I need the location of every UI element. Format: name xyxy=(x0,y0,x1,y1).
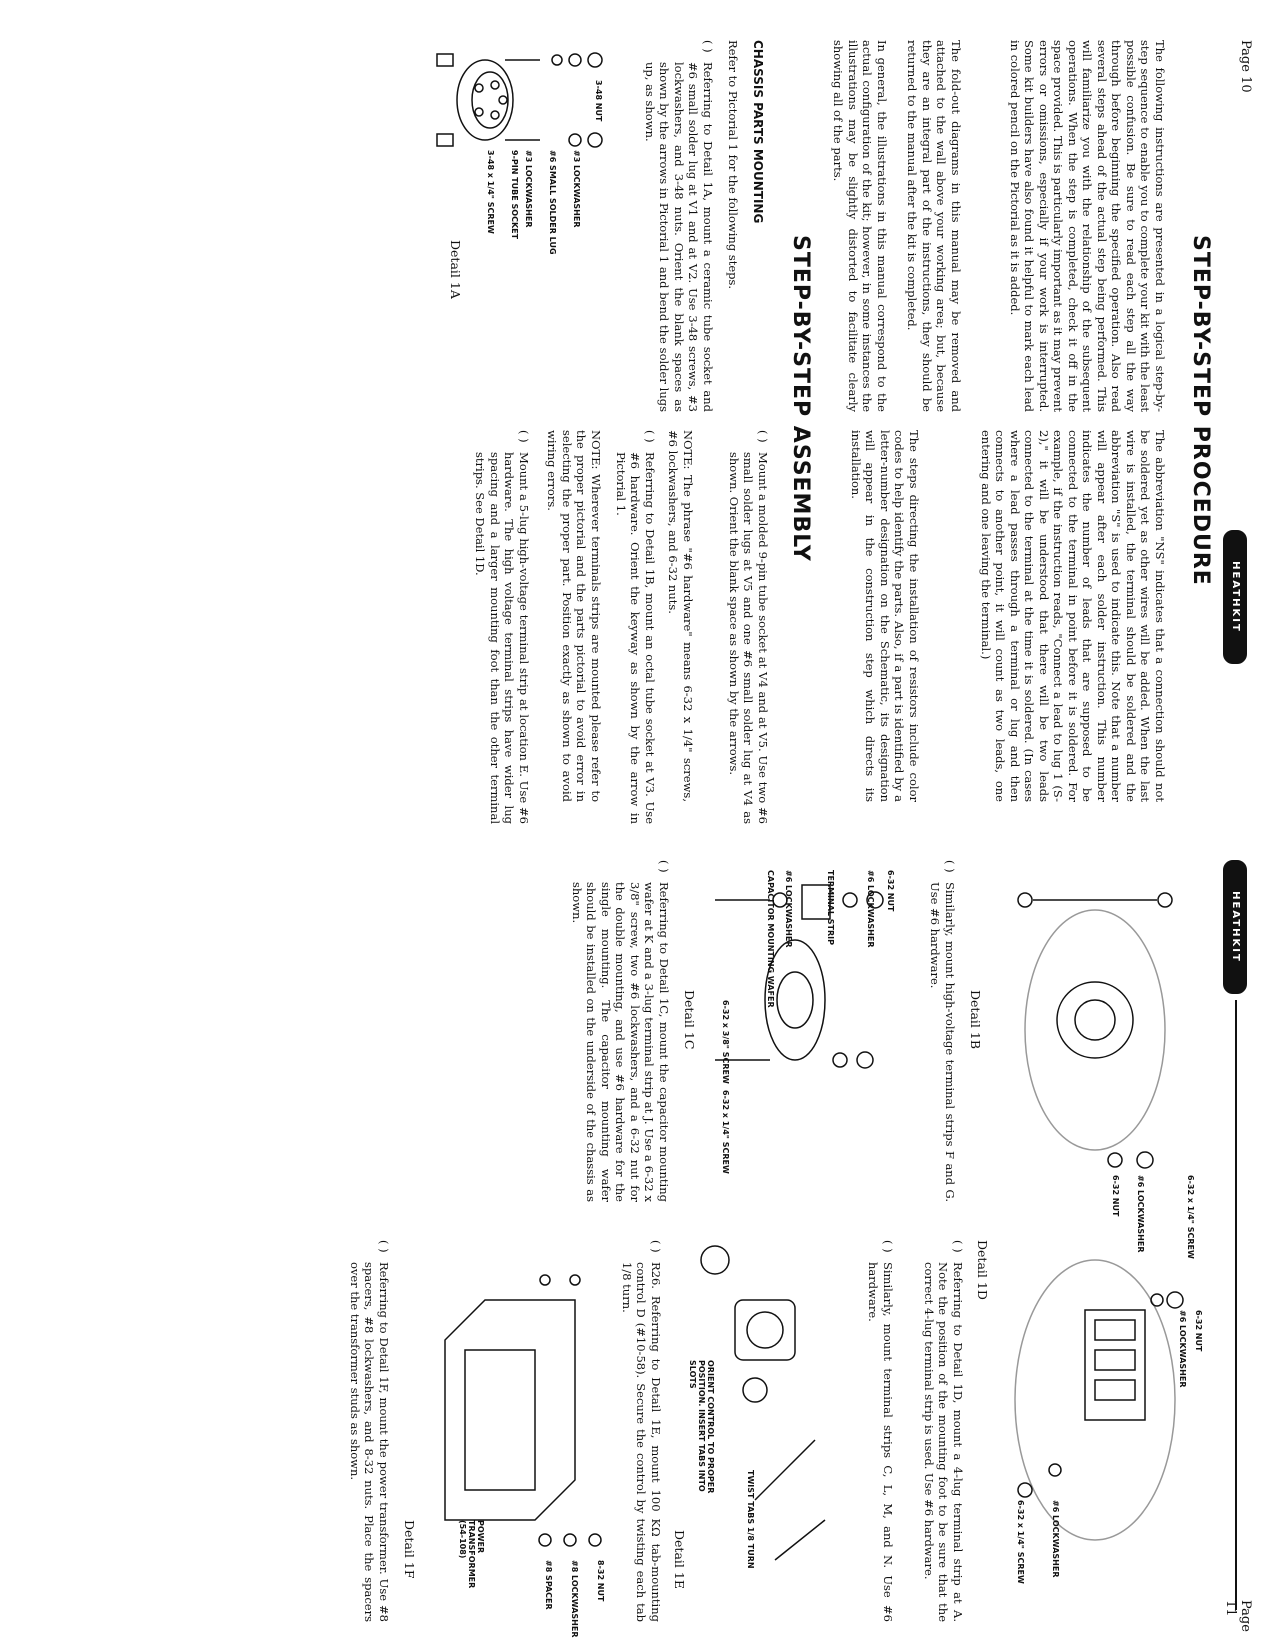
step-text: Referring to Detail 1C, mount the capacitor mounting wafer at K and a 3-lug terminal strip at J. Use a 6-32 x 3/8" screw, two #6 lockwashers, and a 6-32 nut for the double mounting, and use #6 hardware for the single mounting. The capacitor mounting wafer should be installed on the underside of the chassis as shown. xyxy=(570,882,671,1202)
label-9-pin-socket: 9-PIN TUBE SOCKET xyxy=(510,150,519,240)
label-1b-screw: 6-32 x 1/4" SCREW xyxy=(1186,1175,1195,1259)
detail-1c-caption: Detail 1C xyxy=(682,990,697,1050)
page-10-number: Page 10 xyxy=(1238,40,1253,93)
step-9-pin-sockets xyxy=(727,430,771,824)
label-1b-lockwasher: #6 LOCKWASHER xyxy=(1136,1175,1145,1253)
label-1d-lockwasher: #6 LOCKWASHER xyxy=(1178,1310,1187,1388)
assembly-title: STEP-BY-STEP ASSEMBLY xyxy=(788,235,813,562)
label-1e-twist: TWIST TABS 1/8 TURN xyxy=(746,1470,755,1569)
label-1c-nut: 6-32 NUT xyxy=(886,870,895,912)
label-3-48-nut: 3-48 NUT xyxy=(594,80,603,122)
step-text: Similarly, mount high-voltage terminal strips F and G. Use #6 hardware. xyxy=(928,882,957,1202)
label-1d-nut: 6-32 NUT xyxy=(1194,1310,1203,1352)
page-11-number: Page 11 xyxy=(1223,1600,1253,1632)
intro-p1: The following instructions are presented in a logical step-by-step sequence to enable you to complete your kit with the least possible confusion. Be sure to read each step all the way through before beginning the specified operation. Also read several steps ahead of the actual step being performed. This will familiarize you with the relationship of the subsequent operations. When the step is completed, check it off in the space provided. This is particularly important as it may prevent errors or omissions, especially if your work is interrupted. Some kit builders have also found it helpful to mark each lead in colored pencil on the Pictorial as it is added. xyxy=(1008,40,1167,412)
label-1f-transformer: POWER TRANSFORMER (54-108) xyxy=(458,1520,485,1589)
step-checkbox[interactable]: ( ) xyxy=(943,860,957,873)
label-small-solder-lug: #6 SMALL SOLDER LUG xyxy=(548,150,557,255)
detail-1d-caption: Detail 1D xyxy=(975,1240,990,1300)
page-11-header-rule xyxy=(1235,1000,1237,1610)
label-1c-lockwasher: #6 LOCKWASHER xyxy=(866,870,875,948)
page-11-logo: HEATHKIT xyxy=(1223,860,1247,994)
label-1d-screw: 6-32 x 1/4" SCREW xyxy=(1016,1500,1025,1584)
detail-1a-caption: Detail 1A xyxy=(448,240,463,299)
step-strips-c-l-m-n xyxy=(866,1240,895,1622)
intro-p4: The abbreviation "NS" indicates that a connection should not be soldered yet as other wires will be added. When the last wire is installed, the terminal should be soldered and the abbreviation "S" is used to indicate this. Note that a number will appear after each solder instruction. This number indicates the number of leads that are supposed to be connected to the terminal in point before it is soldered. For example, if the instruction reads, "Connect a lead to lug 1 (S-2)," it will be understood that there will be two leads connected to the terminal at the time it is soldered. (In cases where a lead passes through a terminal or lug and then connects to another point, it will count as two leads, one entering and one leaving the terminal.) xyxy=(979,430,1167,802)
label-3-lockwasher-2: #3 LOCKWASHER xyxy=(524,150,533,228)
step-text: R26. Referring to Detail 1E, mount 100 KΩ tab-mounting control D (#10-58). Secure the control by twisting each tab 1/8 turn. xyxy=(620,1262,663,1622)
step-text: Referring to Detail 1F, mount the power transformer. Use #8 spacers, #8 lockwashers, and 8-32 nuts. Place the spacers over the transformer studs as shown. xyxy=(348,1262,391,1622)
step-checkbox[interactable]: ( ) xyxy=(649,1240,663,1253)
step-checkbox[interactable]: ( ) xyxy=(756,430,770,443)
label-1c-lockwasher-2: #6 LOCKWASHER xyxy=(784,870,793,948)
step-text: Referring to Detail 1B, mount an octal tube socket at V3. Use #6 hardware. Orient the keyway as shown by the arrow in Pictorial 1. xyxy=(614,452,657,824)
step-checkbox[interactable]: ( ) xyxy=(951,1240,965,1253)
label-1f-lockwasher: #8 LOCKWASHER xyxy=(570,1560,579,1638)
step-detail-1b xyxy=(614,430,658,824)
detail-1b-illustration xyxy=(985,860,1205,1180)
procedure-title: STEP-BY-STEP PROCEDURE xyxy=(1188,235,1213,586)
detail-1b-caption: Detail 1B xyxy=(968,990,983,1050)
label-1d-lockwasher-2: #6 LOCKWASHER xyxy=(1051,1500,1060,1578)
step-checkbox[interactable]: ( ) xyxy=(643,430,657,443)
page-10-logo: HEATHKIT xyxy=(1223,530,1247,664)
step-checkbox[interactable]: ( ) xyxy=(517,430,531,443)
chassis-heading: CHASSIS PARTS MOUNTING xyxy=(751,40,765,224)
label-1b-nut: 6-32 NUT xyxy=(1111,1175,1120,1217)
note-hardware: NOTE: The phrase "#6 hardware" means 6-32 x 1/4" screws, #6 lockwashers, and 6-32 nuts. xyxy=(666,430,695,802)
label-3-48-screw: 3-48 x 1/4" SCREW xyxy=(486,150,495,234)
step-strips-f-g xyxy=(928,860,957,1202)
label-1c-wafer: CAPACITOR MOUNTING WAFER xyxy=(766,870,775,1008)
step-detail-1d xyxy=(922,1240,966,1622)
step-text: Referring to Detail 1A, mount a ceramic tube socket and #6 small solder lug at V1 and at V2. Use 3-48 screws, #3 lockwashers, and 3-48 nuts. Orient the blank spaces as shown by the arrows in Pictorial 1 and bend the solder lugs up, as shown. xyxy=(643,62,715,412)
step-terminal-e xyxy=(473,430,531,824)
intro-p5: The steps directing the installation of resistors include color codes to help identify the parts. Also, if a part is identified by a letter-number designation on the Schematic, its designation will appear in the construction step which directs its installation. xyxy=(849,430,921,802)
detail-1c-illustration xyxy=(705,860,905,1180)
detail-1f-illustration xyxy=(425,1240,615,1600)
step-text: Mount a 5-lug high-voltage terminal strip at location E. Use #6 hardware. The high voltage terminal strips have wider lug spacing and a larger mounting foot than the other terminal strips. See Detail 1D. xyxy=(473,452,531,824)
step-detail-1a xyxy=(643,40,716,412)
step-text: Similarly, mount terminal strips C, L, M, and N. Use #6 hardware. xyxy=(866,1262,895,1622)
intro-p3: In general, the illustrations in this manual correspond to the actual configuration of the kit; however, in some instances the illustrations may be slightly distorted to facilitate clearly showing all of the parts. xyxy=(831,40,889,412)
label-1c-screw-1-4: 6-32 x 1/4" SCREW xyxy=(721,1090,730,1174)
step-checkbox[interactable]: ( ) xyxy=(701,40,715,53)
step-checkbox[interactable]: ( ) xyxy=(881,1240,895,1253)
step-text: Mount a molded 9-pin tube socket at V4 and at V5. Use two #6 small solder lugs at V5 and one #6 small solder lug at V4 as shown. Orient the blank space as shown by the arrows. xyxy=(727,452,770,824)
detail-1d-illustration xyxy=(995,1240,1205,1600)
step-checkbox[interactable]: ( ) xyxy=(377,1240,391,1253)
intro-p2: The fold-out diagrams in this manual may be removed and attached to the wall above your working area; but, because they are an integral part of the instructions, they should be returned to the manual after the kit is completed. xyxy=(905,40,963,412)
step-checkbox[interactable]: ( ) xyxy=(657,860,671,873)
step-r26 xyxy=(620,1240,664,1622)
label-1c-terminal-strip: TERMINAL STRIP xyxy=(826,870,835,946)
detail-1a-illustration xyxy=(435,40,635,412)
detail-1e-caption: Detail 1E xyxy=(672,1530,687,1589)
note-terminal-strips: NOTE: Wherever terminals strips are mounted please refer to the proper pictorial and the parts pictorial to avoid error in selecting the proper part. Position exactly as shown to avoid wiring errors. xyxy=(545,430,603,802)
step-power-transformer xyxy=(348,1240,392,1622)
step-text: Referring to Detail 1D, mount a 4-lug terminal strip at A. Note the position of the mounting foot to be sure that the correct 4-lug terminal strip is used. Use #6 hardware. xyxy=(922,1262,965,1622)
step-detail-1c xyxy=(570,860,672,1202)
label-3-lockwasher: #3 LOCKWASHER xyxy=(572,150,581,228)
label-1c-screw-3-8: 6-32 x 3/8" SCREW xyxy=(721,1000,730,1084)
label-1f-spacer: #8 SPACER xyxy=(544,1560,553,1610)
label-1e-orient: ORIENT CONTROL TO PROPER POSITION. INSERT TABS INTO SLOTS xyxy=(688,1360,715,1494)
label-1f-nut: 8-32 NUT xyxy=(596,1560,605,1602)
detail-1f-caption: Detail 1F xyxy=(402,1520,417,1579)
refer-text: Refer to Pictorial 1 for the following steps. xyxy=(726,40,740,290)
